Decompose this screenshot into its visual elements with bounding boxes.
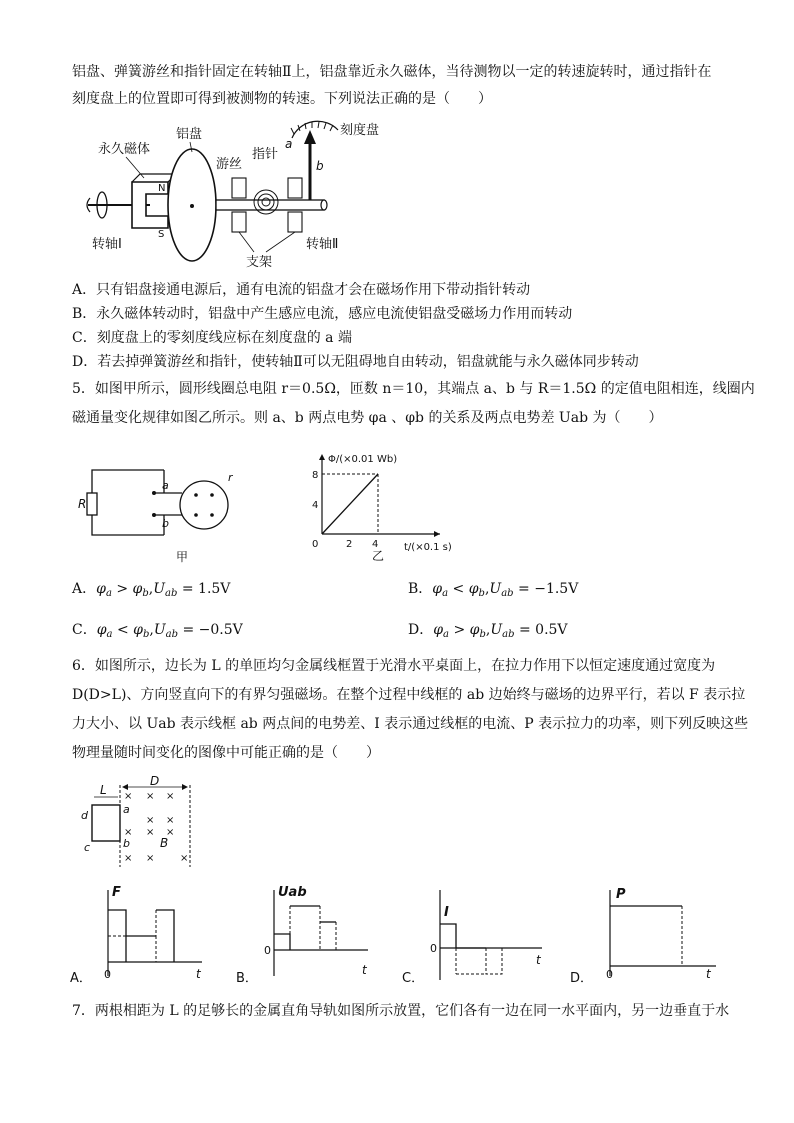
terminal-a-label: a [162,479,169,492]
graph-c-ylabel: I [444,905,449,920]
ytick-4: 4 [312,500,319,511]
graph-d-ylabel: P [616,887,626,902]
graph-b-letter: B． [236,971,258,986]
graph-b-origin: 0 [264,944,271,957]
graph-c-letter: C． [402,971,425,986]
q4-stem-line1: 铝盘、弹簧游丝和指针固定在转轴Ⅱ上，铝盘靠近永久磁体，当待测物以一定的转速旋转时，通过指针在 [72,64,712,80]
graph-c[interactable] [402,880,542,988]
magnet-label: 永久磁体 [98,142,151,157]
s-pole-label: S [158,229,165,240]
fig-yi-caption: 乙 [372,549,385,563]
support-label: 支架 [246,255,273,270]
svg-text:×: × [146,815,155,826]
q5-option-b-value: −1.5V [534,581,579,597]
graph-c-origin: 0 [430,942,437,955]
flux-chart [300,450,460,570]
shaft1-label: 转轴Ⅰ [92,237,122,252]
q5-option-d[interactable]: D．$\varphi_a > \varphi_b,U_{ab} = 0.5V$ [408,622,568,640]
q5-option-d-value: 0.5V [535,622,568,638]
q6-stem-line3: 力大小、以 Uab 表示线框 ab 两点间的电势差、I 表示通过线框的电流、P 表示拉力的功率，则下列反映这些 [72,716,749,732]
graph-d-origin: 0 [606,968,613,981]
shaft2-label: 转轴Ⅱ [306,237,339,252]
q4-option-a[interactable]: A．只有铝盘接通电源后，通有电流的铝盘才会在磁场作用下带动指针转动 [72,282,531,298]
side-l-label: L [100,783,107,797]
chart-xlabel: t/(×0.1 s) [404,542,452,553]
svg-text:×: × [146,827,155,838]
q6-stem-line2: D(D>L)、方向竖直向下的有界匀强磁场。在整个过程中线框的 ab 边始终与磁场的边界平行，若以 F 表示拉 [72,687,746,703]
q5-option-a-relation: > [116,581,129,597]
svg-text:×: × [146,791,155,802]
q5-stem-line2: 磁通量变化规律如图乙所示。则 a、b 两点电势 φa 、φb 的关系及两点电势差 Uab 为（ ） [72,410,663,426]
q5-option-c-relation: < [116,622,129,638]
q5-option-d-letter: D． [408,622,434,638]
hairspring-label: 游丝 [216,157,243,172]
circuit-figure-jia [78,455,248,567]
resistor-label: R [78,497,87,511]
graph-a-letter: A． [70,971,92,986]
q5-option-b[interactable]: B．$\varphi_a < \varphi_b,U_{ab} = -1.5V$ [408,581,579,599]
field-crosses [124,791,188,864]
tachometer-figure [80,120,380,272]
corner-a-label: a [123,803,130,816]
q7-stem-line1: 7．两根相距为 L 的足够长的金属直角导轨如图所示放置，它们各有一边在同一水平面内，另一边垂直于水 [72,1003,730,1019]
magnetic-field-figure [78,775,208,870]
xtick-4: 4 [372,539,379,550]
q5-option-c[interactable]: C．$\varphi_a < \varphi_b,U_{ab} = -0.5V$ [72,622,243,640]
coil-circle [180,481,228,529]
graph-a-xlabel: t [196,967,201,981]
field-b-label: B [160,836,169,850]
q5-option-d-relation: > [453,622,466,638]
svg-text:×: × [124,853,133,864]
dial-a-label: a [285,137,293,151]
graph-b-xlabel: t [362,963,367,977]
q5-option-c-letter: C． [72,622,97,638]
n-pole-label: N [158,183,166,194]
chart-origin: 0 [312,539,319,550]
graph-a[interactable] [70,880,210,988]
corner-d-label: d [81,809,88,822]
q4-option-b[interactable]: B．永久磁体转动时，铝盘中产生感应电流，感应电流使铝盘受磁场力作用而转动 [72,306,573,322]
svg-text:×: × [124,827,133,838]
svg-text:×: × [166,815,175,826]
disk-label: 铝盘 [176,127,203,142]
wire-frame [92,805,120,841]
chart-ylabel: Φ/(×0.01 Wb) [328,454,398,465]
ytick-8: 8 [312,470,319,481]
coil-r-label: r [228,471,233,484]
graph-a-origin: 0 [104,968,111,981]
dial-b-label: b [316,159,324,173]
graph-d-letter: D． [570,971,594,986]
dial-label: 刻度盘 [340,123,380,138]
corner-b-label: b [123,837,130,850]
q4-option-c[interactable]: C．刻度盘上的零刻度线应标在刻度盘的 a 端 [72,330,352,346]
q4-stem-line2: 刻度盘上的位置即可得到被测物的转速。下列说法正确的是（ ） [72,91,492,107]
graph-c-xlabel: t [536,953,541,967]
q5-option-b-letter: B． [408,581,433,597]
svg-text:×: × [146,853,155,864]
fig-jia-caption: 甲 [176,550,189,564]
q5-option-c-value: −0.5V [198,622,243,638]
resistor-r [87,493,97,515]
q6-stem-line1: 6．如图所示，边长为 L 的单匝均匀金属线框置于光滑水平桌面上，在拉力作用下以恒定速度通过宽度为 [72,658,716,674]
q5-option-a[interactable]: A．$\varphi_a > \varphi_b,U_{ab} = 1.5V$ [72,581,231,599]
svg-text:×: × [124,791,133,802]
svg-text:×: × [180,853,189,864]
q5-option-a-letter: A． [72,581,97,597]
xtick-2: 2 [346,539,353,550]
flux-series-line [322,474,378,534]
q5-option-b-relation: < [452,581,465,597]
terminal-b-label: b [162,517,169,530]
graph-a-ylabel: F [112,885,121,900]
q6-stem-line4: 物理量随时间变化的图像中可能正确的是（ ） [72,745,380,761]
graph-b[interactable] [236,880,376,988]
width-d-label: D [150,775,160,788]
graph-b-ylabel: Uab [278,885,307,900]
q5-stem-line1: 5．如图甲所示，圆形线圈总电阻 r＝0.5Ω，匝数 n＝10，其端点 a、b 与 R＝1.5Ω 的定值电阻相连，线圈内 [72,381,755,397]
graph-d[interactable] [570,880,720,988]
corner-c-label: c [84,841,91,854]
svg-text:×: × [166,791,175,802]
q4-option-d[interactable]: D．若去掉弹簧游丝和指针，使转轴Ⅱ可以无阻碍地自由转动，铝盘就能与永久磁体同步转动 [72,354,639,370]
graph-d-xlabel: t [706,967,711,981]
q5-option-a-value: 1.5V [198,581,231,597]
svg-text:×: × [166,827,175,838]
pointer-label: 指针 [252,147,279,162]
